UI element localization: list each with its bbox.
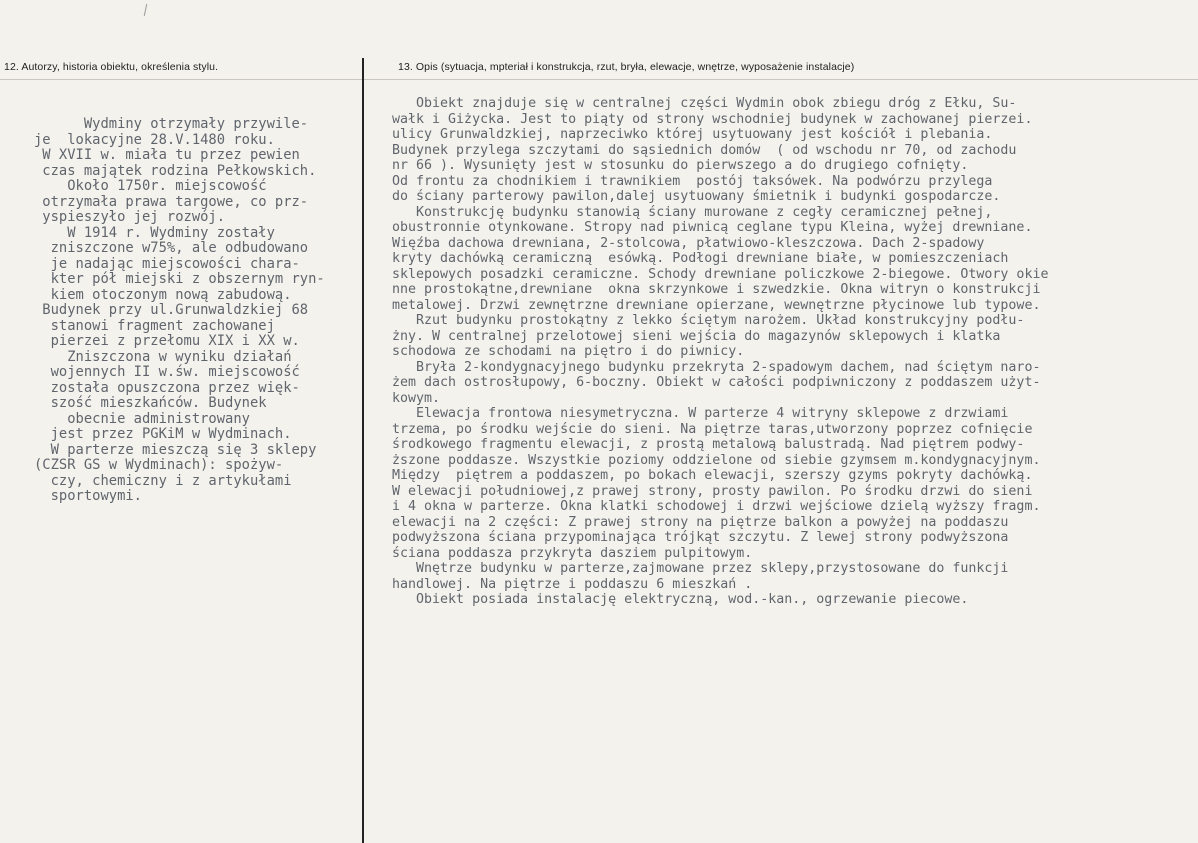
history-line: czy, chemiczny i z artykułami [34,472,292,489]
history-line: jest przez PGKiM w Wydminach. [34,426,292,442]
pencil-mark [144,4,147,16]
history-line: (CZSR GS w Wydminach): spożyw- [34,457,284,473]
description-line: nne prostokątne,drewniane okna skrzynkowe i szwedzkie. Okna witryn o konstrukcji [376,282,1041,297]
description-line: metalowej. Drzwi zewnętrzne drewniane opierzane, wewnętrzne płycinowe lub typowe. [376,297,1041,313]
history-line: szość mieszkańców. Budynek [34,395,267,411]
description-line: handlowej. Na piętrze i poddaszu 6 mieszkań . [376,576,753,592]
history-text [34,117,325,505]
description-line: Obiekt znajduje się w centralnej części Wydmin obok zbiegu dróg z Ełku, Su- [376,96,1017,111]
description-line: ulicy Grunwaldzkiej, naprzeciwko której usytuowany jest kościół i plebania. [376,127,993,142]
history-line: je lokacyjne 28.V.1480 roku. [34,131,275,148]
history-line: zniszczone w75%, ale odbudowano [34,240,309,256]
header-rule [0,79,1198,80]
description-line: Między piętrem a poddaszem, po bokach elewacji, szerszy gzyms pokryty dachówką. [376,468,1033,483]
history-line: W parterze mieszczą się 3 sklepy [34,441,317,458]
description-line: Więźba dachowa drewniana, 2-stolcowa, płatwiowo-kleszczowa. Dach 2-spadowy [376,235,985,251]
description-line: do ściany parterowy pawilon,dalej usytuowany śmietnik i budynki gospodarcze. [376,189,1001,204]
column-divider [362,58,364,843]
description-line: schodowa ze schodami na piętro i do piwnicy. [376,344,745,359]
description-line: Obiekt posiada instalację elektryczną, wod.-kan., ogrzewanie piecowe. [376,592,969,607]
description-line: żem dach ostrosłupowy, 6-boczny. Obiekt w całości podpiwniczony z poddaszem użyt- [376,375,1041,390]
description-line: Budynek przylega szczytami do sąsiednich domów ( od wschodu nr 70, od zachodu [376,142,1017,158]
description-text [376,96,1048,608]
description-line: Bryła 2-kondygnacyjnego budynku przekryta 2-spadowym dachem, nad ściętym naro- [376,359,1041,375]
description-line: kowym. [376,390,441,406]
description-line: elewacji na 2 części: Z prawej strony na piętrze balkon a powyżej na poddaszu [376,514,1009,530]
description-line: Rzut budynku prostokątny z lekko ściętym narożem. Układ konstrukcyjny podłu- [376,313,1025,328]
description-line: kryty dachówką ceramiczną esówką. Podłogi drewniane białe, w pomieszczeniach [376,251,1009,266]
description-line: podwyższona ściana przypominająca trójkąt szczytu. Z lewej strony podwyższona [376,530,1009,545]
description-line: Od frontu za chodnikiem i trawnikiem postój taksówek. Na podwórzu przylega [376,173,993,189]
description-line: trzema, po środku wejście do sieni. Na piętrze taras,utworzony poprzez cofnięcie [376,421,1033,437]
description-line: wałk i Giżycka. Jest to piąty od strony wschodniej budynek w zachowanej pierzei. [376,111,1033,127]
history-line: Około 1750r. miejscowość [34,178,267,194]
history-line: czas majątek rodzina Pełkowskich. [34,162,317,179]
section-12-header: 12. Autorzy, historia obiektu, określenia stylu. [4,61,219,73]
history-line: kiem otoczonym nową zabudową. [34,286,292,303]
description-line: i 4 okna w parterze. Okna klatki schodowej i drzwi wejściowe dzielą wyższy fragm. [376,499,1041,514]
history-line: W 1914 r. Wydminy zostały [34,224,275,241]
description-line: sklepowych posadzki ceramiczne. Schody drewniane policzkowe 2-biegowe. Otwory okie [376,266,1049,282]
description-line: Wnętrze budynku w parterze,zajmowane przez sklepy,przystosowane do funkcji [376,561,1009,576]
description-line: obustronnie otynkowane. Stropy nad piwnicą ceglane typu Kleina, wyżej drewniane. [376,220,1033,235]
history-line: obecnie administrowany [34,410,250,427]
description-line: ższone poddasze. Wszystkie poziomy oddzielone od siebie gzymsem m.kondygnacyjnym. [376,452,1041,468]
description-line: środkowego fragmentu elewacji, z prostą metalową balustradą. Nad piętrem podwy- [376,437,1025,452]
section-13-header: 13. Opis (sytuacja, mpteriał i konstrukcja, rzut, bryła, elewacje, wnętrze, wyposażenie instalacje) [398,61,855,73]
history-line: wojennych II w.św. miejscowość [34,364,300,380]
history-line: stanowi fragment zachowanej [34,317,275,334]
description-line: żny. W centralnej przelotowej sieni wejścia do magazynów sklepowych i klatka [376,328,1001,344]
history-line: została opuszczona przez więk- [34,379,300,396]
history-line: Zniszczona w wyniku działań [34,348,292,365]
history-line: kter pół miejski z obszernym ryn- [34,271,325,287]
history-line: Budynek przy ul.Grunwaldzkiej 68 [34,302,309,318]
description-line: nr 66 ). Wysunięty jest w stosunku do pierwszego a do drugiego cofnięty. [376,158,969,173]
history-line: pierzei z przełomu XIX i XX w. [34,333,300,349]
description-line: Elewacja frontowa niesymetryczna. W parterze 4 witryny sklepowe z drzwiami [376,406,1009,421]
history-line: otrzymała prawa targowe, co prz- [34,193,309,210]
description-line: Konstrukcję budynku stanowią ściany murowane z cegły ceramicznej pełnej, [376,204,993,220]
history-line: W XVII w. miała tu przez pewien [34,147,300,163]
description-line: ściana poddasza przykryta dasziem pulpitowym. [376,545,753,561]
history-line: sportowymi. [34,488,142,504]
history-line: je nadając miejscowości chara- [34,255,300,272]
history-line: Wydminy otrzymały przywile- [34,116,309,132]
history-line: yspieszyło jej rozwój. [34,209,226,225]
description-line: W elewacji południowej,z prawej strony, prosty pawilon. Po środku drzwi do sieni [376,483,1033,499]
